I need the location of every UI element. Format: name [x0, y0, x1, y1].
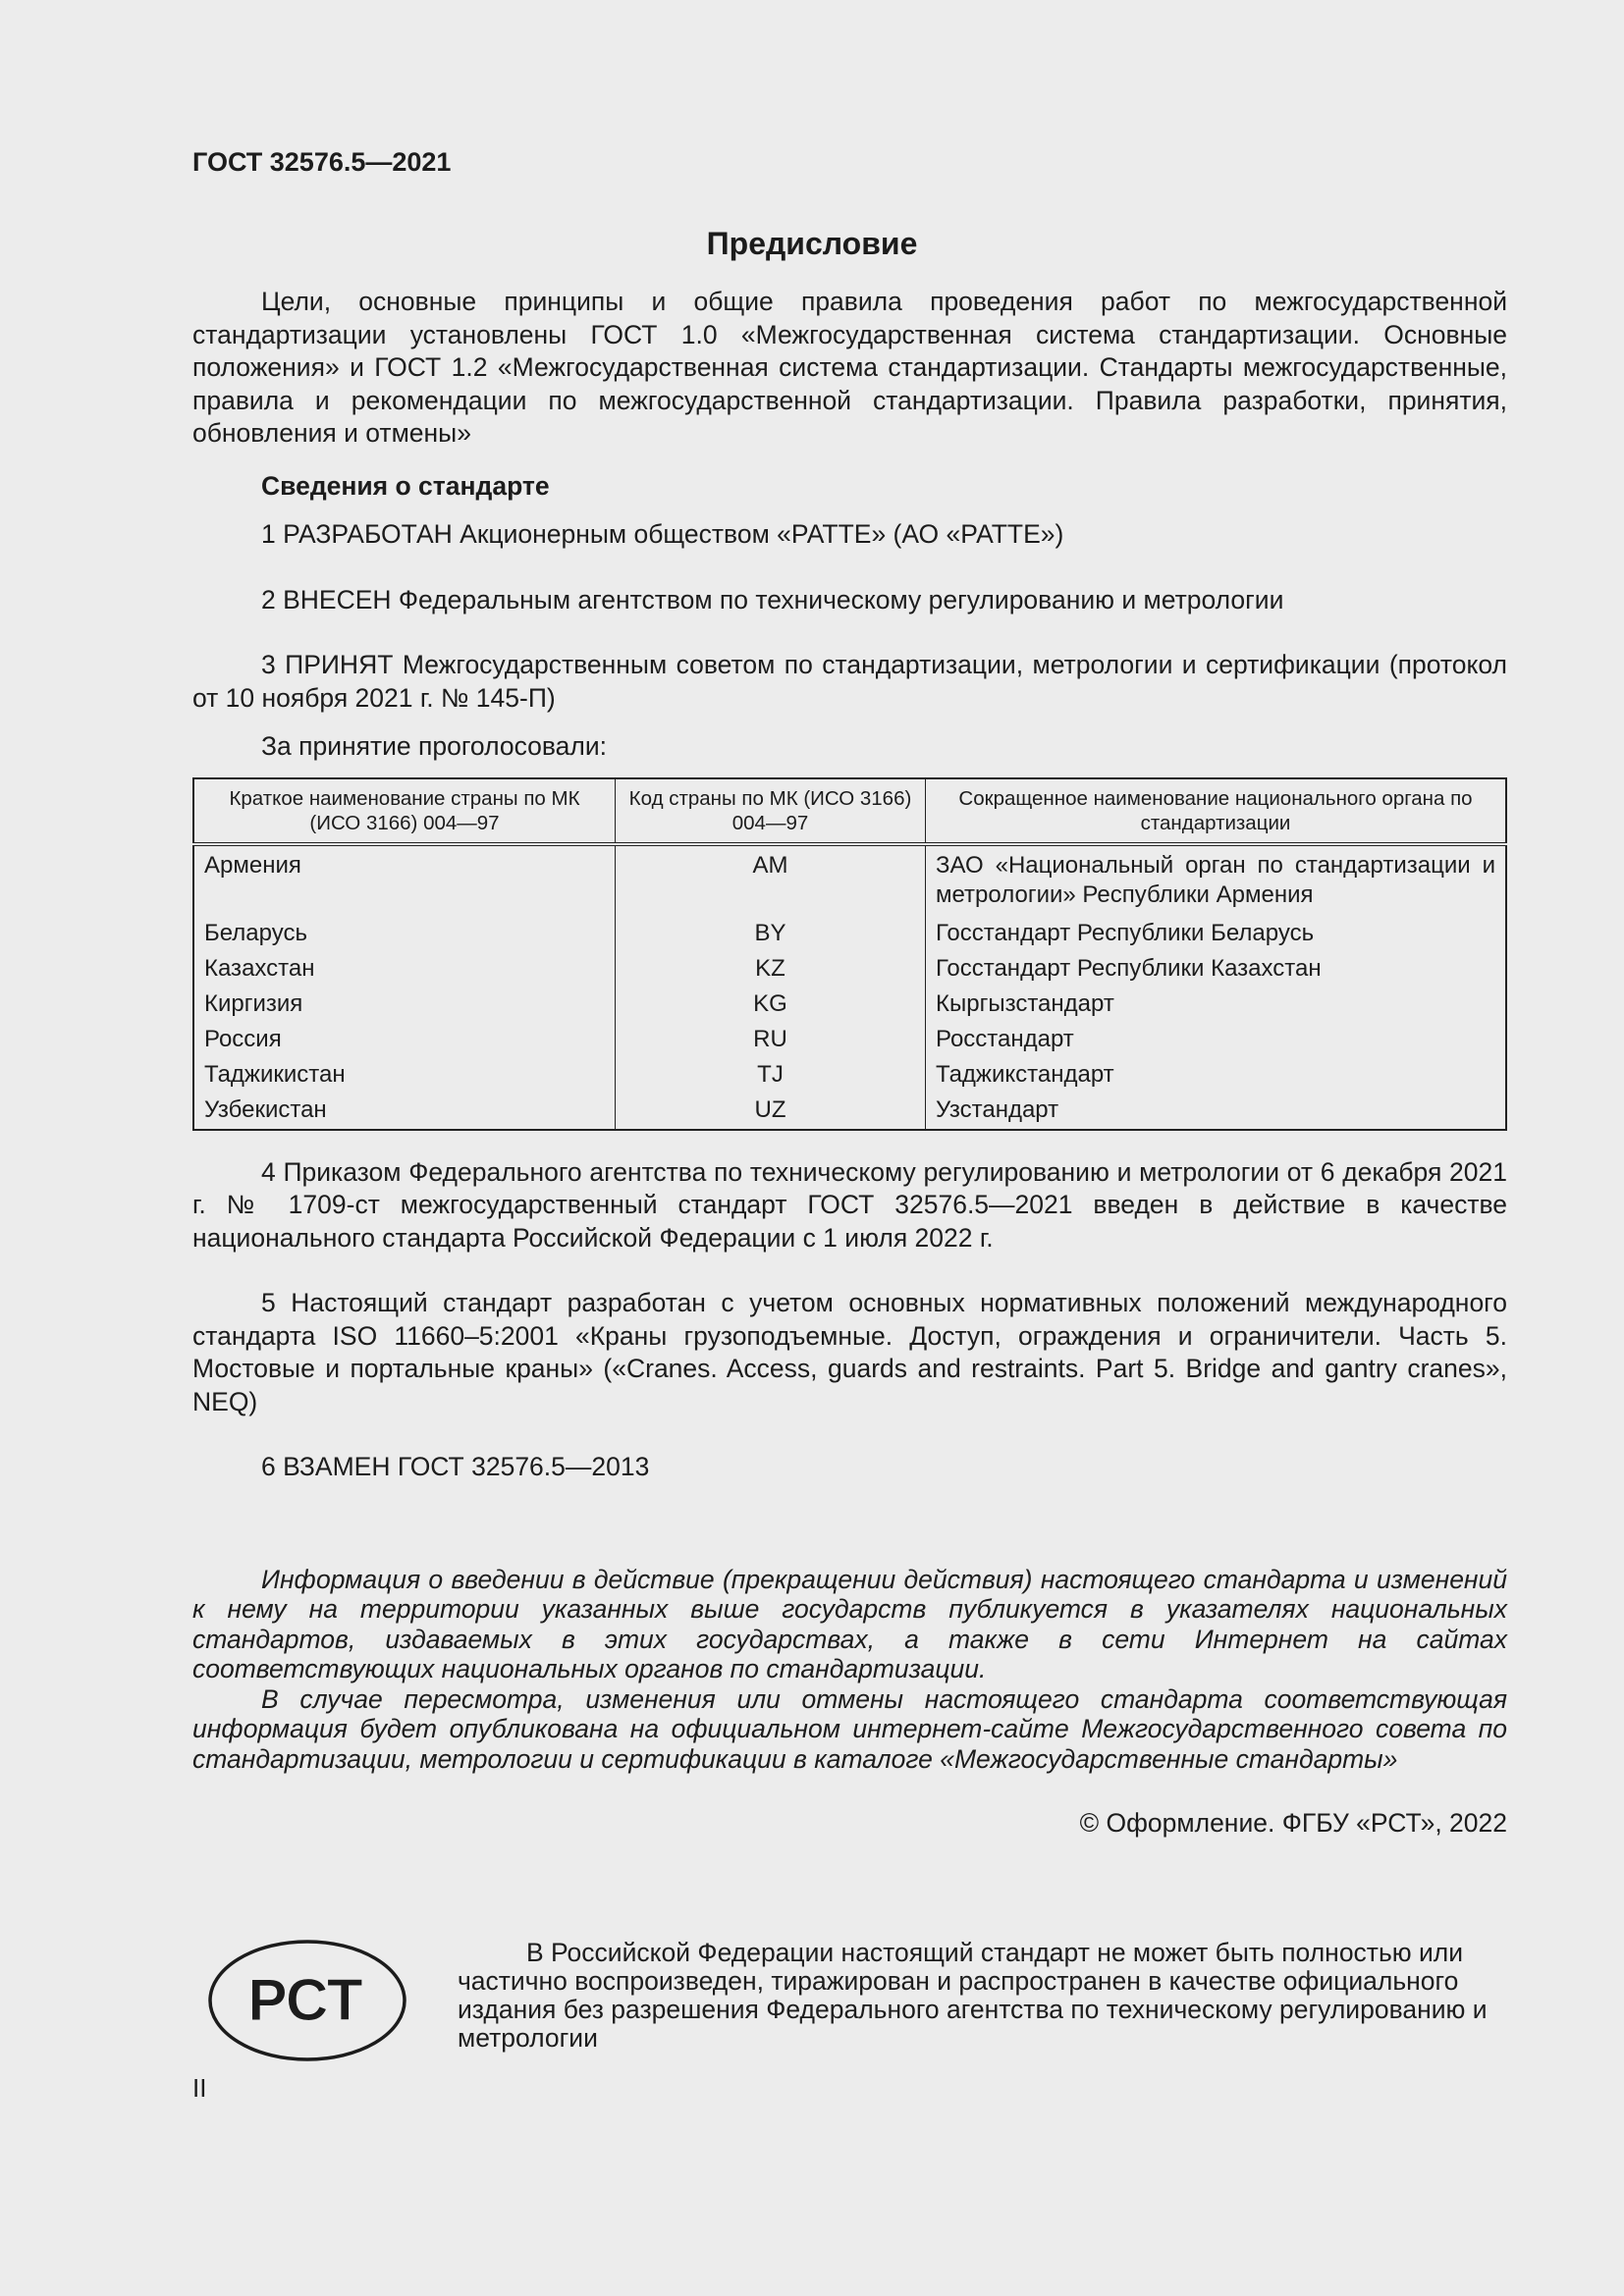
info-italic-2: В случае пересмотра, изменения или отмены настоящего стандарта соответствующая информация будет опубликована на официальном интернет-сайте Межгосударственного совета по стандартизации, метрологии и сертификации в каталоге «Межгосударственные стандарты» [192, 1683, 1507, 1774]
body-cell: Росстандарт [926, 1022, 1507, 1057]
column-header-code: Код страны по МК (ИСО 3166) 004—97 [616, 778, 926, 844]
table-header-row [193, 778, 1506, 844]
footer-block [192, 1939, 1507, 2066]
intro-paragraph: Цели, основные принципы и общие правила проведения работ по межгосударственной стандартизации установлены ГОСТ 1.0 «Межгосударственная система стандартизации. Основные положения» и ГОСТ 1.2 «Межгосударственная система стандартизации. Стандарты межгосударственные, правила и рекомендации по межгосударственной стандартизации. Правила разработки, принятия, обновления и отмены» [192, 287, 1507, 448]
item-2: 2 ВНЕСЕН Федеральным агентством по техническому регулированию и метрологии [261, 584, 1284, 614]
country-cell: Беларусь [193, 916, 616, 951]
content [192, 286, 1507, 1841]
code-cell: BY [616, 916, 926, 951]
body-cell: Узстандарт [926, 1093, 1507, 1130]
item-4: 4 Приказом Федерального агентства по техническому регулированию и метрологии от 6 декабря 2021 г. № 1709-ст межгосударственный стандарт ГОСТ 32576.5—2021 введен в действие в качестве национального стандарта Российской Федерации с 1 июля 2022 г. [192, 1156, 1507, 1253]
country-cell: Казахстан [193, 951, 616, 987]
body-cell: Госстандарт Республики Беларусь [926, 916, 1507, 951]
country-cell: Таджикистан [193, 1057, 616, 1093]
rst-logo [208, 1939, 406, 2062]
voting-table [192, 777, 1507, 1131]
logo-text: РСТ [247, 1967, 363, 2033]
page-title: Предисловие [706, 226, 918, 261]
table-row [193, 1093, 1506, 1130]
table-row [193, 987, 1506, 1022]
code-cell: KG [616, 987, 926, 1022]
reproduction-notice: В Российской Федерации настоящий стандарт не может быть полностью или частично воспроизведен, тиражирован и распространен в качестве официального издания без разрешения Федерального агентства по техническому регулированию и метрологии [458, 1938, 1488, 2053]
country-cell: Армения [193, 844, 616, 916]
code-cell: UZ [616, 1093, 926, 1130]
table-row [193, 1057, 1506, 1093]
table-row [193, 1022, 1506, 1057]
body-cell: ЗАО «Национальный орган по стандартизации и метрологии» Республики Армения [926, 844, 1507, 916]
body-cell: Таджикстандарт [926, 1057, 1507, 1093]
document-header: ГОСТ 32576.5—2021 [192, 147, 452, 177]
item-5: 5 Настоящий стандарт разработан с учетом основных нормативных положений международного стандарта ISO 11660–5:2001 «Краны грузоподъемные. Доступ, ограждения и ограничители. Часть 5. Мостовые и портальные краны» («Cranes. Access, guards and restraints. Part 5. Bridge and gantry cranes», NEQ) [192, 1288, 1507, 1416]
table-row [193, 844, 1506, 916]
item-1: 1 РАЗРАБОТАН Акционерным обществом «РАТТЕ» (АО «РАТТЕ») [261, 519, 1064, 549]
code-cell: RU [616, 1022, 926, 1057]
country-cell: Киргизия [193, 987, 616, 1022]
code-cell: TJ [616, 1057, 926, 1093]
voted-label: За принятие проголосовали: [261, 731, 608, 761]
copyright: © Оформление. ФГБУ «РСТ», 2022 [1079, 1808, 1507, 1838]
code-cell: AM [616, 844, 926, 916]
table-row [193, 916, 1506, 951]
body-cell: Кыргызстандарт [926, 987, 1507, 1022]
item-6: 6 ВЗАМЕН ГОСТ 32576.5—2013 [261, 1452, 650, 1481]
code-cell: KZ [616, 951, 926, 987]
info-italic-1: Информация о введении в действие (прекращении действия) настоящего стандарта и изменений к нему на территории указанных выше государств публикуется в указателях национальных стандартов, издаваемых в этих государствах, а также в сети Интернет на сайтах соответствующих национальных органов по стандартизации. [192, 1564, 1507, 1683]
item-3: 3 ПРИНЯТ Межгосударственным советом по стандартизации, метрологии и сертификации (протокол от 10 ноября 2021 г. № 145-П) [192, 650, 1507, 713]
info-heading: Сведения о стандарте [261, 470, 550, 501]
page-number: II [192, 2073, 207, 2103]
table-row [193, 951, 1506, 987]
column-header-country: Краткое наименование страны по МК (ИСО 3166) 004—97 [193, 778, 616, 844]
column-header-body: Сокращенное наименование национального органа по стандартизации [926, 778, 1507, 844]
body-cell: Госстандарт Республики Казахстан [926, 951, 1507, 987]
country-cell: Узбекистан [193, 1093, 616, 1130]
country-cell: Россия [193, 1022, 616, 1057]
